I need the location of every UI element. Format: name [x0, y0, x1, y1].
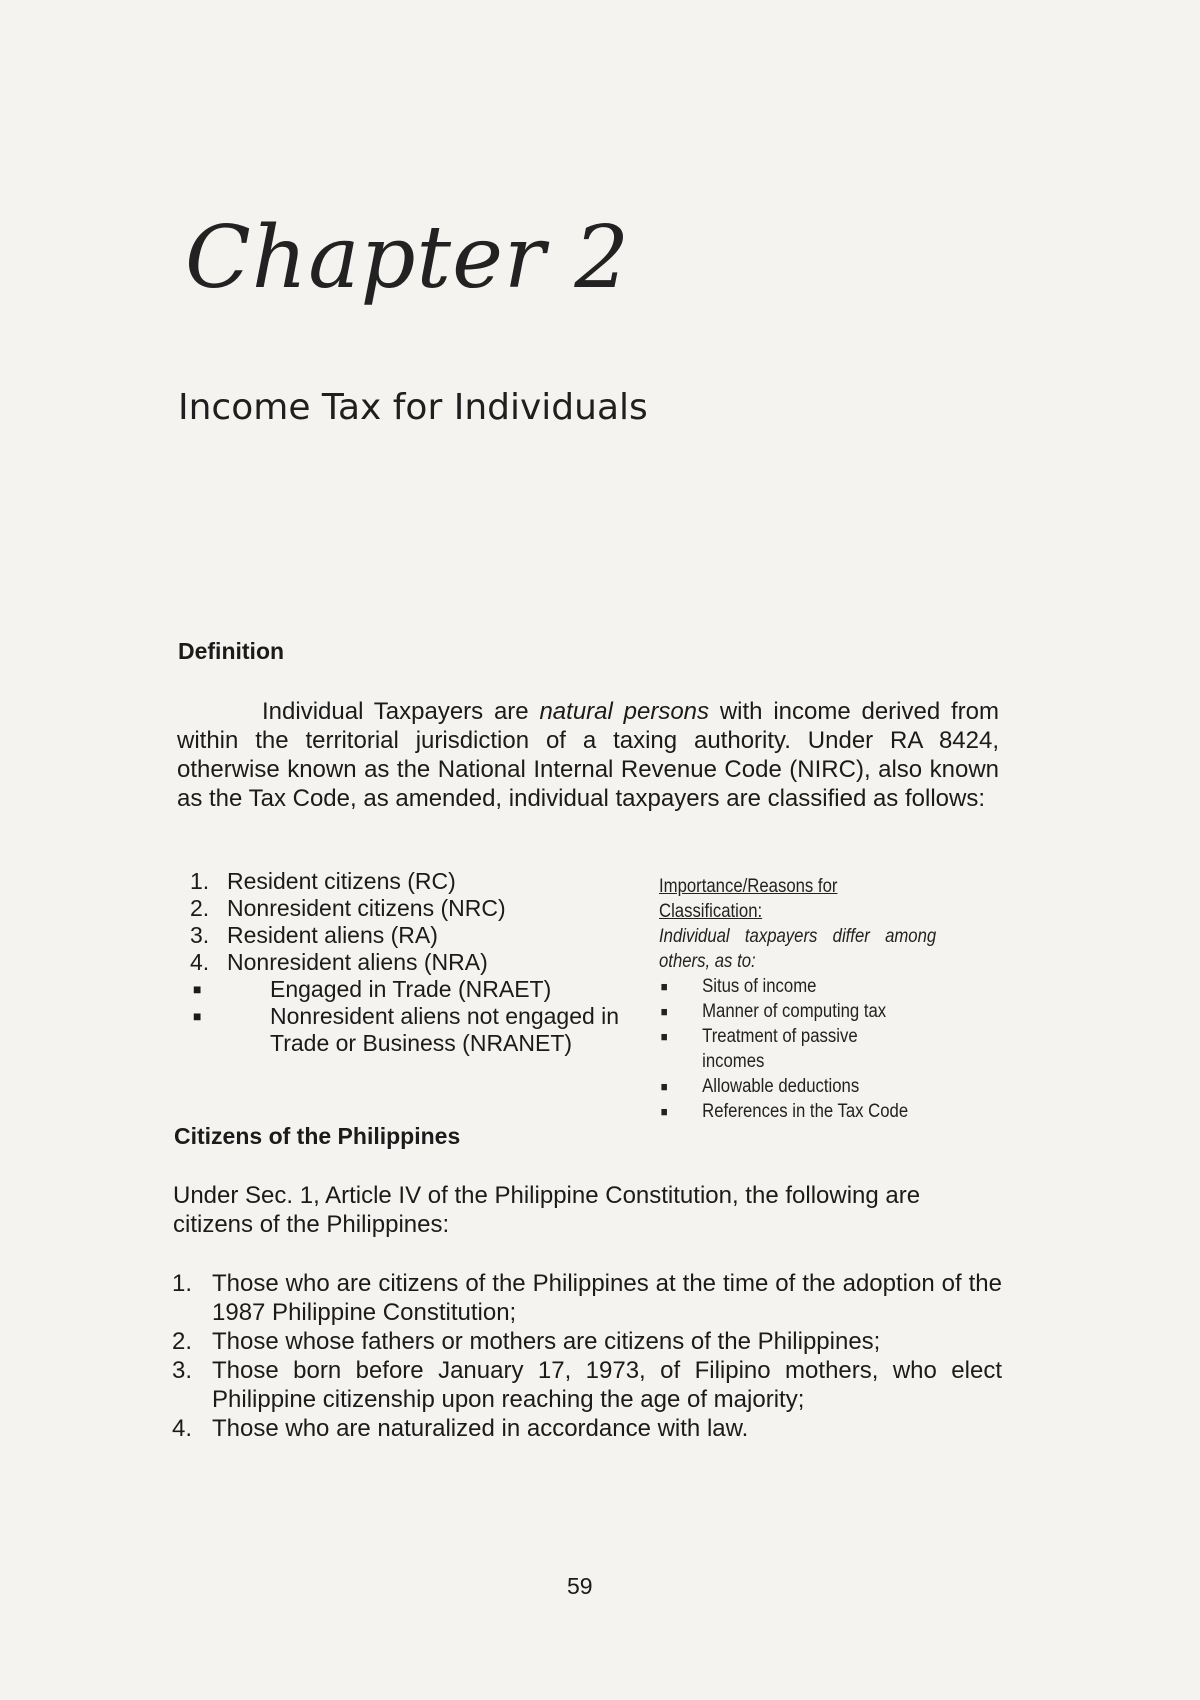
definition-text-2: with income derived from within the territorial jurisdiction of a taxing authority. Under RA 8424, otherwise known as the National Internal Revenue Code (NIRC), also known as the Tax Code, as amended, individual taxpayers are classified as follows:: [177, 698, 1000, 812]
square-bullet-icon: ■: [660, 1104, 668, 1119]
definition-emphasis: natural persons: [539, 698, 710, 725]
square-bullet-icon: ■: [660, 1004, 668, 1019]
definition-heading: Definition: [178, 638, 285, 664]
definition-paragraph: [177, 697, 999, 813]
square-bullet-icon: ■: [193, 1008, 202, 1024]
importance-heading: Importance/Reasons for Classification:: [659, 876, 838, 922]
list-item: 3. Resident aliens (RA): [190, 922, 438, 948]
list-item: ■ Allowable deductions: [660, 1076, 860, 1097]
list-item: 4. Nonresident aliens (NRA): [190, 949, 488, 975]
square-bullet-icon: ■: [660, 1079, 668, 1094]
citizens-list: [172, 1269, 1002, 1443]
taxpayer-classification-list: [190, 868, 630, 1057]
sub-list-item: ■ Engaged in Trade (NRAET): [190, 976, 630, 1003]
square-bullet-icon: ■: [660, 1029, 668, 1044]
list-item: 1. Resident citizens (RC): [190, 868, 456, 894]
list-item: 1. Those who are citizens of the Philippines at the time of the adoption of the 1987 Philippine Constitution;: [172, 1270, 1002, 1326]
list-item: 3. Those born before January 17, 1973, of Filipino mothers, who elect Philippine citizenship upon reaching the age of majority;: [172, 1357, 1002, 1413]
square-bullet-icon: ■: [193, 981, 202, 997]
list-item: ■ Situs of income: [660, 976, 817, 997]
classification-importance-note: [659, 874, 937, 1124]
definition-text-1: Individual Taxpayers are: [262, 698, 540, 725]
square-bullet-icon: ■: [660, 979, 668, 994]
importance-list: [659, 974, 923, 1124]
page-number: 59: [567, 1573, 593, 1599]
importance-intro: Individual taxpayers differ among others, as to:: [659, 926, 937, 972]
list-item: ■ Treatment of passive incomes: [660, 1026, 858, 1072]
citizens-intro-paragraph: Under Sec. 1, Article IV of the Philippine Constitution, the following are citizens of the Philippines:: [173, 1182, 921, 1238]
citizens-heading: Citizens of the Philippines: [174, 1123, 461, 1149]
sub-list-item: ■ Nonresident aliens not engaged in Trade or Business (NRANET): [190, 1003, 630, 1057]
list-item: ■ References in the Tax Code: [660, 1101, 909, 1122]
list-item: 2. Those whose fathers or mothers are citizens of the Philippines;: [172, 1328, 881, 1355]
chapter-title: Income Tax for Individuals: [178, 387, 648, 428]
chapter-script-heading: Chapter 2: [185, 208, 631, 308]
list-item: 2. Nonresident citizens (NRC): [190, 895, 506, 921]
list-item: ■ Manner of computing tax: [660, 1001, 887, 1022]
list-item: 4. Those who are naturalized in accordance with law.: [172, 1415, 749, 1442]
